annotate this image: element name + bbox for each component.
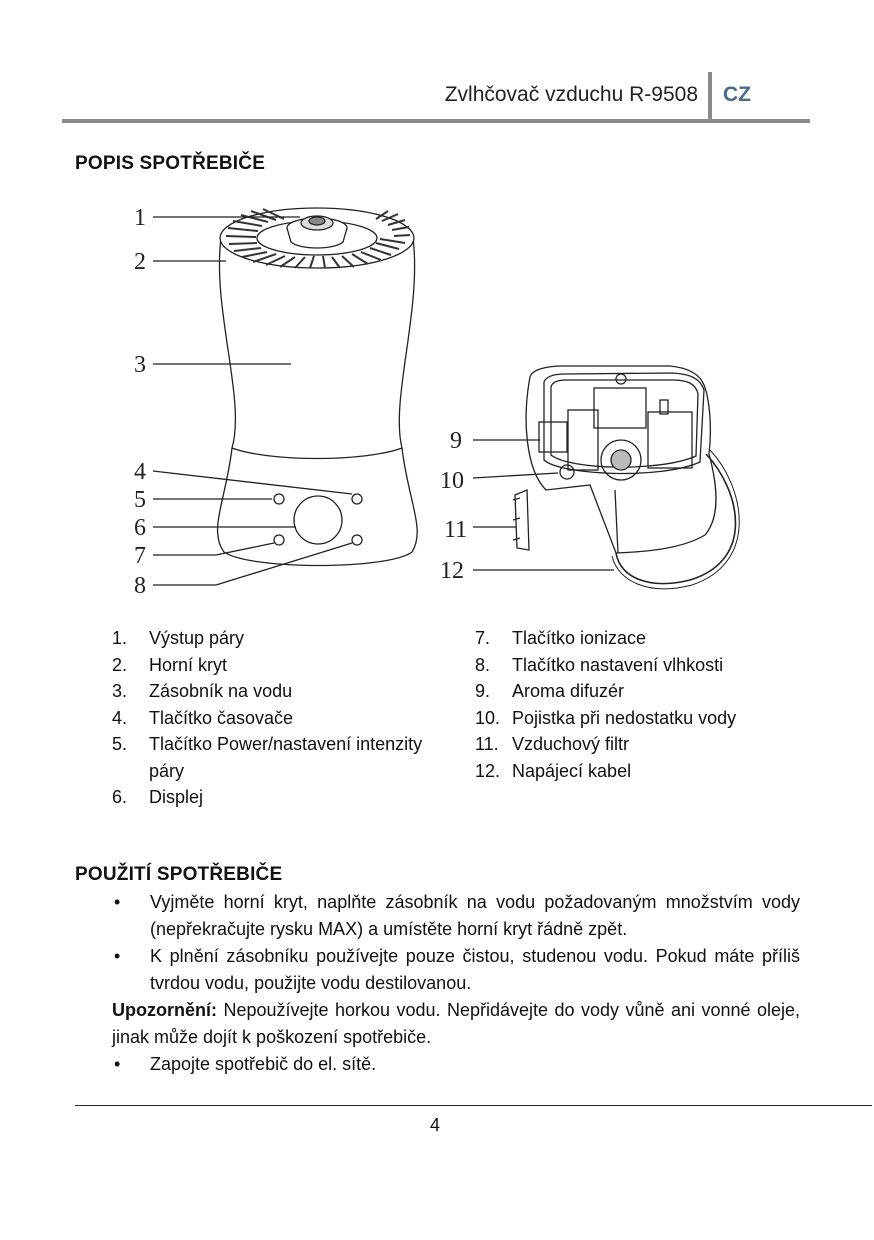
item-text: Tlačítko ionizace [512, 628, 647, 648]
item-text: Displej [149, 787, 204, 807]
display-circle [294, 496, 342, 544]
callout-number: 2 [134, 249, 146, 275]
bullet-item [112, 943, 800, 997]
list-item [475, 625, 815, 652]
callout-number: 4 [134, 459, 146, 485]
warning-label: Upozornění: [112, 1000, 217, 1020]
bullet-item [112, 1051, 800, 1078]
header-title: Zvlhčovač vzduchu R-9508 [444, 83, 698, 106]
item-number: 11. [475, 734, 499, 754]
item-number: 2. [112, 654, 128, 675]
footer-rule [75, 1105, 872, 1106]
item-number: 8. [475, 654, 491, 675]
language-badge: CZ [723, 83, 751, 106]
item-text: Tlačítko Power/nastavení intenzity páry [149, 734, 423, 781]
bullet-text: Zapojte spotřebič do el. sítě. [150, 1054, 377, 1074]
bullet-text: Vyjměte horní kryt, naplňte zásobník na vodu požadovaným množstvím vody (nepřekračujte rysku MAX) a umístěte horní kryt řádně zpět. [150, 892, 800, 939]
callout-number: 7 [134, 543, 146, 569]
callout-number: 6 [134, 515, 146, 541]
item-number: 3. [112, 681, 128, 701]
header-rule [62, 119, 810, 123]
item-text: Výstup páry [149, 628, 245, 648]
list-item [112, 678, 452, 705]
item-text: Tlačítko nastavení vlhkosti [512, 654, 724, 675]
list-item [475, 705, 815, 732]
section-title-usage: POUŽITÍ SPOTŘEBIČE [75, 864, 283, 885]
list-item [112, 652, 452, 679]
list-item [112, 705, 452, 732]
callout-number: 12 [440, 558, 464, 584]
warning-text: Nepoužívejte horkou vodu. Nepřidávejte do vody vůně ani vonné oleje, jinak může dojít k poškození spotřebiče. [112, 1000, 800, 1047]
usage-instructions [112, 889, 800, 1078]
list-item [475, 731, 815, 758]
humidifier-diagram [0, 190, 874, 600]
warning-note [112, 997, 800, 1051]
item-text: Vzduchový filtr [512, 734, 630, 754]
item-text: Napájecí kabel [512, 760, 632, 781]
callout-number: 9 [450, 428, 462, 454]
item-text: Pojistka při nedostatku vody [512, 707, 737, 728]
bullet-icon: • [114, 892, 121, 912]
parts-list-right [475, 625, 815, 784]
callout-number: 8 [134, 573, 146, 599]
callout-number: 3 [134, 352, 146, 378]
callout-number: 1 [134, 205, 146, 231]
list-item [475, 758, 815, 785]
bullet-icon: • [114, 946, 121, 966]
callout-number: 5 [134, 487, 146, 513]
header-separator [708, 72, 712, 120]
item-number: 5. [112, 734, 128, 754]
callout-number: 10 [440, 468, 464, 494]
item-number: 7. [475, 628, 491, 648]
callout-number: 11 [444, 517, 468, 543]
item-text: Horní kryt [149, 654, 228, 675]
bullet-item [112, 889, 800, 943]
list-item [112, 731, 449, 784]
section-title-description: POPIS SPOTŘEBIČE [75, 153, 266, 174]
item-number: 1. [112, 628, 128, 648]
list-item [112, 625, 452, 652]
item-text: Aroma difuzér [512, 681, 625, 701]
item-number: 6. [112, 787, 128, 807]
item-text: Tlačítko časovače [149, 707, 294, 728]
bullet-text: K plnění zásobníku používejte pouze čistou, studenou vodu. Pokud máte příliš tvrdou vodu, použijte vodu destilovanou. [150, 946, 800, 993]
list-item [112, 784, 452, 811]
list-item [475, 652, 815, 679]
item-number: 10. [475, 707, 501, 728]
item-number: 4. [112, 707, 128, 728]
page-number: 4 [430, 1115, 441, 1135]
bullet-icon: • [114, 1054, 121, 1074]
humidifier-body-outline [218, 238, 418, 566]
item-number: 12. [475, 760, 501, 781]
item-number: 9. [475, 681, 491, 701]
item-text: Zásobník na vodu [149, 681, 293, 701]
parts-list-left [112, 625, 452, 811]
list-item [475, 678, 815, 705]
